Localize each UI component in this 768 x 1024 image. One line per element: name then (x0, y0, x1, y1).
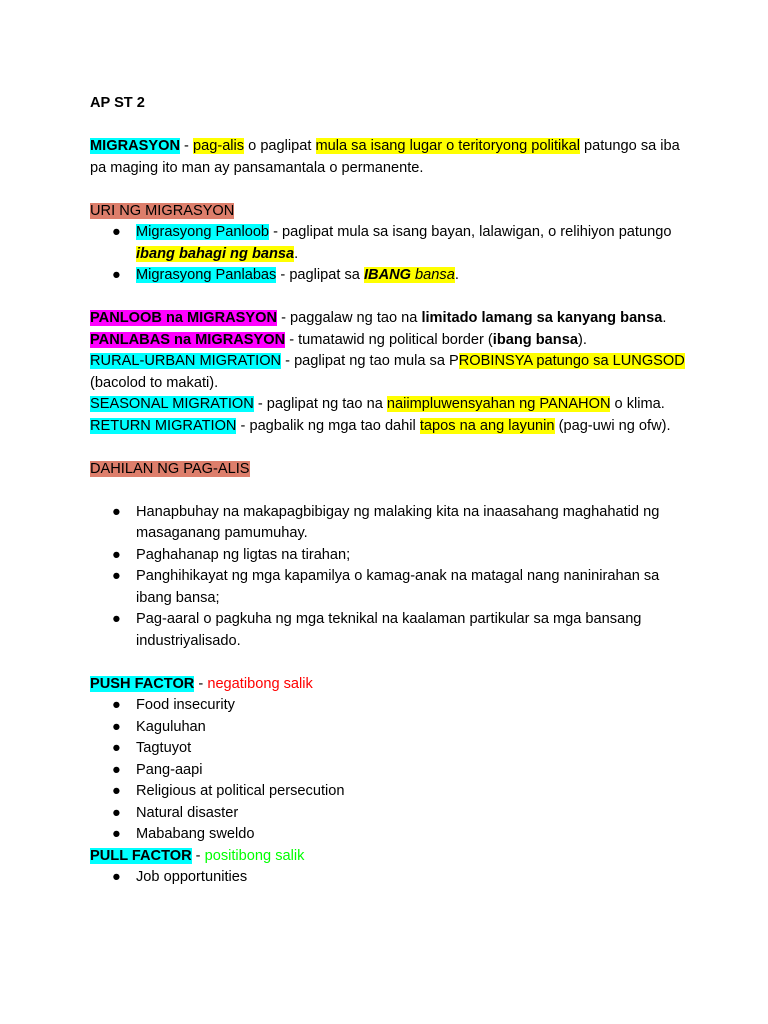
dahilan-heading: DAHILAN NG PAG-ALIS (90, 460, 250, 477)
bullet-icon: ● (112, 568, 121, 584)
list-item: ● Migrasyong Panlabas - paglipat sa IBANG bansa. (90, 265, 690, 287)
push-factor-desc: negatibong salik (207, 675, 313, 692)
return-definition: RETURN MIGRATION - pagbalik ng mga tao dahil tapos na ang layunin (pag-uwi ng ofw). (90, 417, 671, 434)
pull-factor-heading: PULL FACTOR - positibong salik (90, 847, 305, 864)
panlabas-term: PANLABAS na MIGRASYON (90, 331, 286, 348)
bullet-icon: ● (112, 783, 121, 799)
document-title: AP ST 2 (90, 95, 145, 111)
pag-alis-highlight: pag-alis (192, 138, 245, 154)
bullet-icon: ● (112, 804, 121, 821)
uri-emphasis: IBANG (363, 267, 411, 283)
seasonal-term: SEASONAL MIGRATION (90, 396, 254, 412)
bullet-icon: ● (112, 267, 121, 283)
list-item: ● Panghihikayat ng mga kapamilya o kamag-anak na matagal nang naninirahan sa ibang bansa; (112, 568, 660, 606)
list-item: ● Paghahanap ng ligtas na tirahan; (90, 545, 690, 567)
push-factor-list (90, 695, 690, 846)
pull-factor-list (90, 867, 690, 889)
bullet-icon: ● (112, 740, 121, 756)
list-item: ● Natural disaster (90, 803, 690, 825)
push-factor-term: PUSH FACTOR (90, 675, 195, 692)
bullet-icon: ● (112, 869, 121, 885)
document-body (90, 93, 690, 889)
uri-label: Migrasyong Panlabas (136, 267, 277, 283)
list-item: ● Mababang sweldo (90, 824, 690, 846)
dahilan-list (90, 502, 690, 653)
bullet-icon: ● (112, 611, 121, 627)
migrasyon-definition: MIGRASYON - pag-alis o paglipat mula sa isang lugar o teritoryong politikal patungo sa iba pa maging ito man ay pansamantala o permanente. (90, 138, 680, 176)
list-item: ● Religious at political persecution (90, 781, 690, 803)
list-item: ● Migrasyong Panloob - paglipat mula sa isang bayan, lalawigan, o relihiyon patungo ibang bahagi ng bansa. (112, 224, 672, 262)
bullet-icon: ● (112, 503, 121, 520)
bullet-icon: ● (112, 826, 121, 842)
list-item: ● Pang-aapi (90, 760, 690, 782)
bullet-icon: ● (112, 761, 121, 778)
pull-factor-term: PULL FACTOR (90, 847, 192, 864)
return-term: RETURN MIGRATION (90, 417, 237, 434)
rural-urban-term: RURAL-URBAN MIGRATION (90, 353, 282, 369)
uri-list (90, 222, 690, 287)
uri-heading: URI NG MIGRASYON (90, 202, 235, 219)
uri-emphasis-2: bansa (411, 267, 455, 283)
list-item: ● Hanapbuhay na makapagbibigay ng malaking kita na inaasahang maghahatid ng masaganang pamumuhay. (112, 503, 660, 541)
rural-urban-definition: RURAL-URBAN MIGRATION - paglipat ng tao mula sa PROBINSYA patungo sa LUNGSOD (bacolod to makati). (90, 353, 685, 391)
list-item: ● Food insecurity (90, 695, 690, 717)
list-item: ● Tagtuyot (90, 738, 690, 760)
list-item: ● Pag-aaral o pagkuha ng mga teknikal na kaalaman partikular sa mga bansang industriyalisado. (112, 611, 642, 649)
uri-label: Migrasyong Panloob (136, 224, 270, 240)
panloob-definition: PANLOOB na MIGRASYON - paggalaw ng tao na limitado lamang sa kanyang bansa. (90, 310, 667, 326)
bullet-icon: ● (112, 224, 121, 240)
bullet-icon: ● (112, 697, 121, 713)
panlabas-definition: PANLABAS na MIGRASYON - tumatawid ng political border (ibang bansa). (90, 331, 587, 348)
seasonal-definition: SEASONAL MIGRATION - paglipat ng tao na naiimpluwensyahan ng PANAHON o klima. (90, 396, 665, 412)
pull-factor-desc: positibong salik (204, 847, 305, 864)
list-item: ● Job opportunities (90, 867, 690, 889)
migrasyon-term: MIGRASYON (90, 138, 180, 154)
bullet-icon: ● (112, 546, 121, 563)
uri-emphasis: ibang bahagi ng bansa (136, 245, 295, 262)
bullet-icon: ● (112, 718, 121, 735)
push-factor-heading: PUSH FACTOR - negatibong salik (90, 675, 313, 692)
migrasyon-highlight: mula sa isang lugar o teritoryong politikal (315, 138, 580, 154)
list-item: ● Kaguluhan (90, 717, 690, 739)
panloob-term: PANLOOB na MIGRASYON (90, 310, 278, 326)
